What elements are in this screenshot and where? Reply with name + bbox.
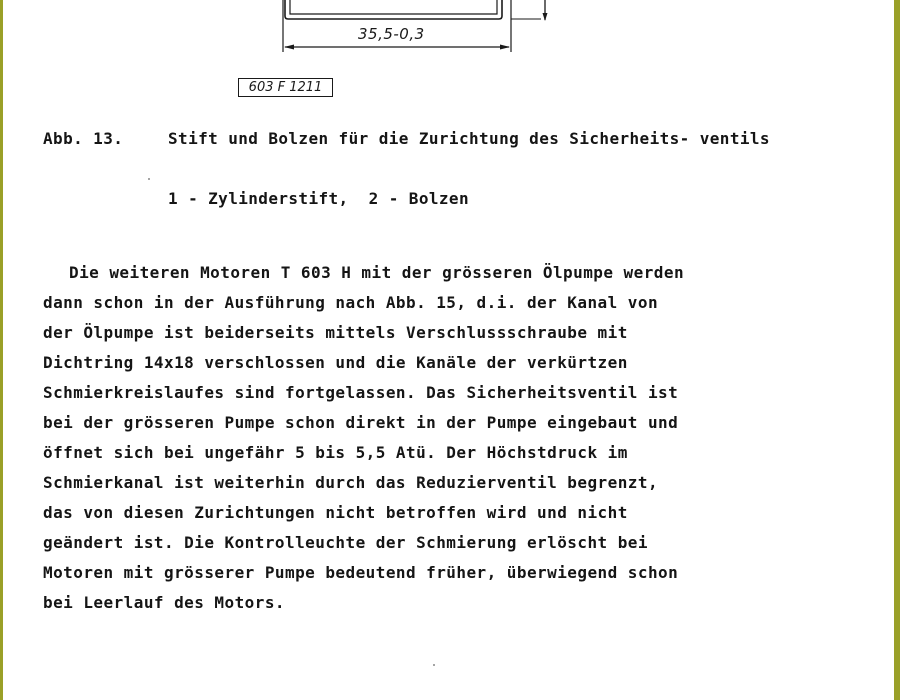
figure-caption-label: Abb. 13. xyxy=(43,129,124,148)
paragraph-line: Dichtring 14x18 verschlossen und die Kanäle der verkürtzen xyxy=(43,353,628,372)
dimension-label: 35,5-0,3 xyxy=(358,25,425,43)
figure-caption-legend: 1 - Zylinderstift, 2 - Bolzen xyxy=(168,189,469,208)
paragraph-line: Die weiteren Motoren T 603 H mit der grösseren Ölpumpe werden xyxy=(69,263,685,282)
figure-reference-box: 603 F 1211 xyxy=(238,78,333,97)
scan-speck xyxy=(148,178,150,180)
paragraph-line: dann schon in der Ausführung nach Abb. 15, d.i. der Kanal von xyxy=(43,293,659,312)
scan-speck xyxy=(433,664,435,666)
document-page xyxy=(3,0,894,700)
paragraph-line: bei der grösseren Pumpe schon direkt in der Pumpe eingebaut und xyxy=(43,413,679,432)
paragraph-line: öffnet sich bei ungefähr 5 bis 5,5 Atü. Der Höchstdruck im xyxy=(43,443,628,462)
paragraph-line: Schmierkanal ist weiterhin durch das Reduzierventil begrenzt, xyxy=(43,473,659,492)
body-paragraph xyxy=(43,258,863,618)
paragraph-line: der Ölpumpe ist beiderseits mittels Verschlussschraube mit xyxy=(43,323,628,342)
figure-caption-text: Stift und Bolzen für die Zurichtung des Sicherheits- ventils xyxy=(168,129,770,148)
paragraph-line: das von diesen Zurichtungen nicht betroffen wird und nicht xyxy=(43,503,628,522)
paragraph-line: Schmierkreislaufes sind fortgelassen. Das Sicherheitsventil ist xyxy=(43,383,679,402)
paragraph-line: geändert ist. Die Kontrolleuchte der Schmierung erlöscht bei xyxy=(43,533,648,552)
paragraph-line: Motoren mit grösserer Pumpe bedeutend früher, überwiegend schon xyxy=(43,563,679,582)
paragraph-line: bei Leerlauf des Motors. xyxy=(43,593,285,612)
